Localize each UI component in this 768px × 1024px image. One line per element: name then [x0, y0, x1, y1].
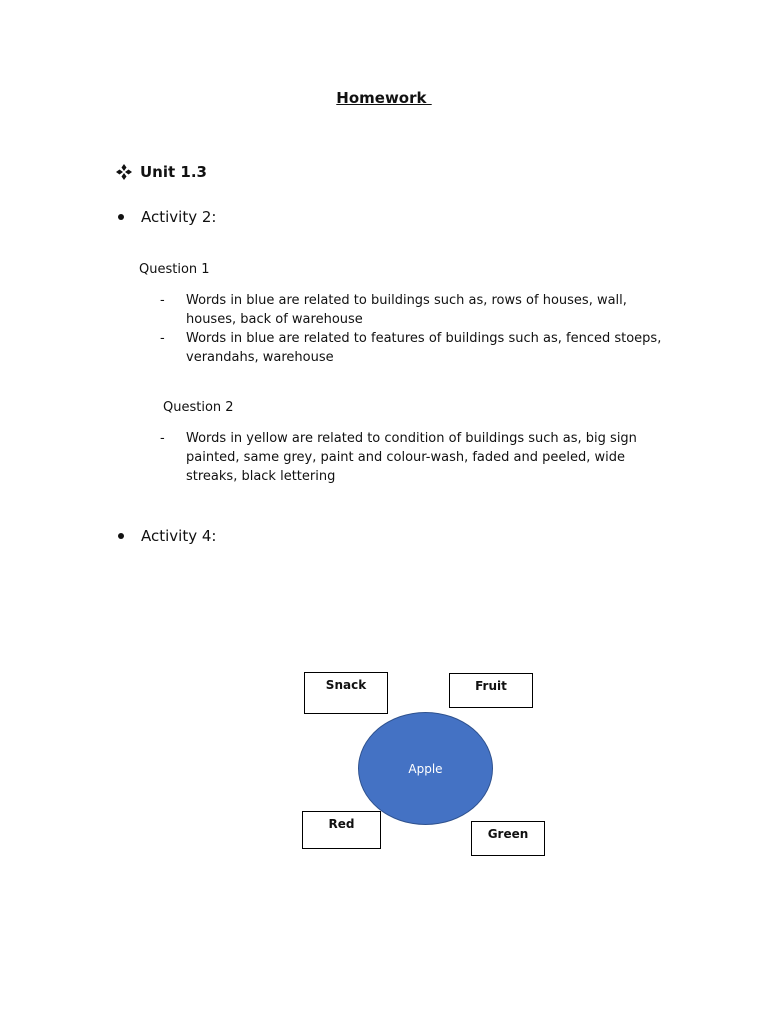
activity-label: Activity 4:: [141, 527, 217, 545]
list-item: [160, 429, 670, 486]
concept-box-fruit: Fruit: [449, 673, 533, 708]
dash-marker: -: [160, 293, 165, 308]
dash-marker: -: [160, 431, 165, 446]
question-label: Question 1: [139, 262, 210, 277]
concept-box-snack: Snack: [304, 672, 388, 714]
question-label: Question 2: [163, 400, 234, 415]
activity-label: Activity 2:: [141, 208, 217, 226]
unit-heading: [116, 163, 207, 181]
list-item: [160, 291, 670, 329]
unit-label: Unit 1.3: [140, 163, 207, 181]
activity-heading: [116, 208, 216, 226]
page-title: Homework: [336, 89, 432, 107]
dash-marker: -: [160, 331, 165, 346]
activity-heading: [116, 527, 216, 545]
concept-center-label: Apple: [408, 761, 443, 776]
list-item-text: Words in yellow are related to condition of buildings such as, big sign painted, same grey, paint and colour-wash, faded and peeled, wide streaks, black lettering: [186, 431, 637, 484]
concept-center-apple: [358, 712, 493, 825]
bullet-icon: [118, 214, 124, 220]
list-item: [160, 329, 670, 367]
list-item-text: Words in blue are related to buildings such as, rows of houses, wall, houses, back of warehouse: [186, 293, 627, 327]
list-item-text: Words in blue are related to features of buildings such as, fenced stoeps, verandahs, warehouse: [186, 331, 662, 365]
concept-box-green: Green: [471, 821, 545, 856]
bullet-icon: [118, 533, 124, 539]
diamond-icon: [116, 164, 132, 180]
concept-box-red: Red: [302, 811, 381, 849]
